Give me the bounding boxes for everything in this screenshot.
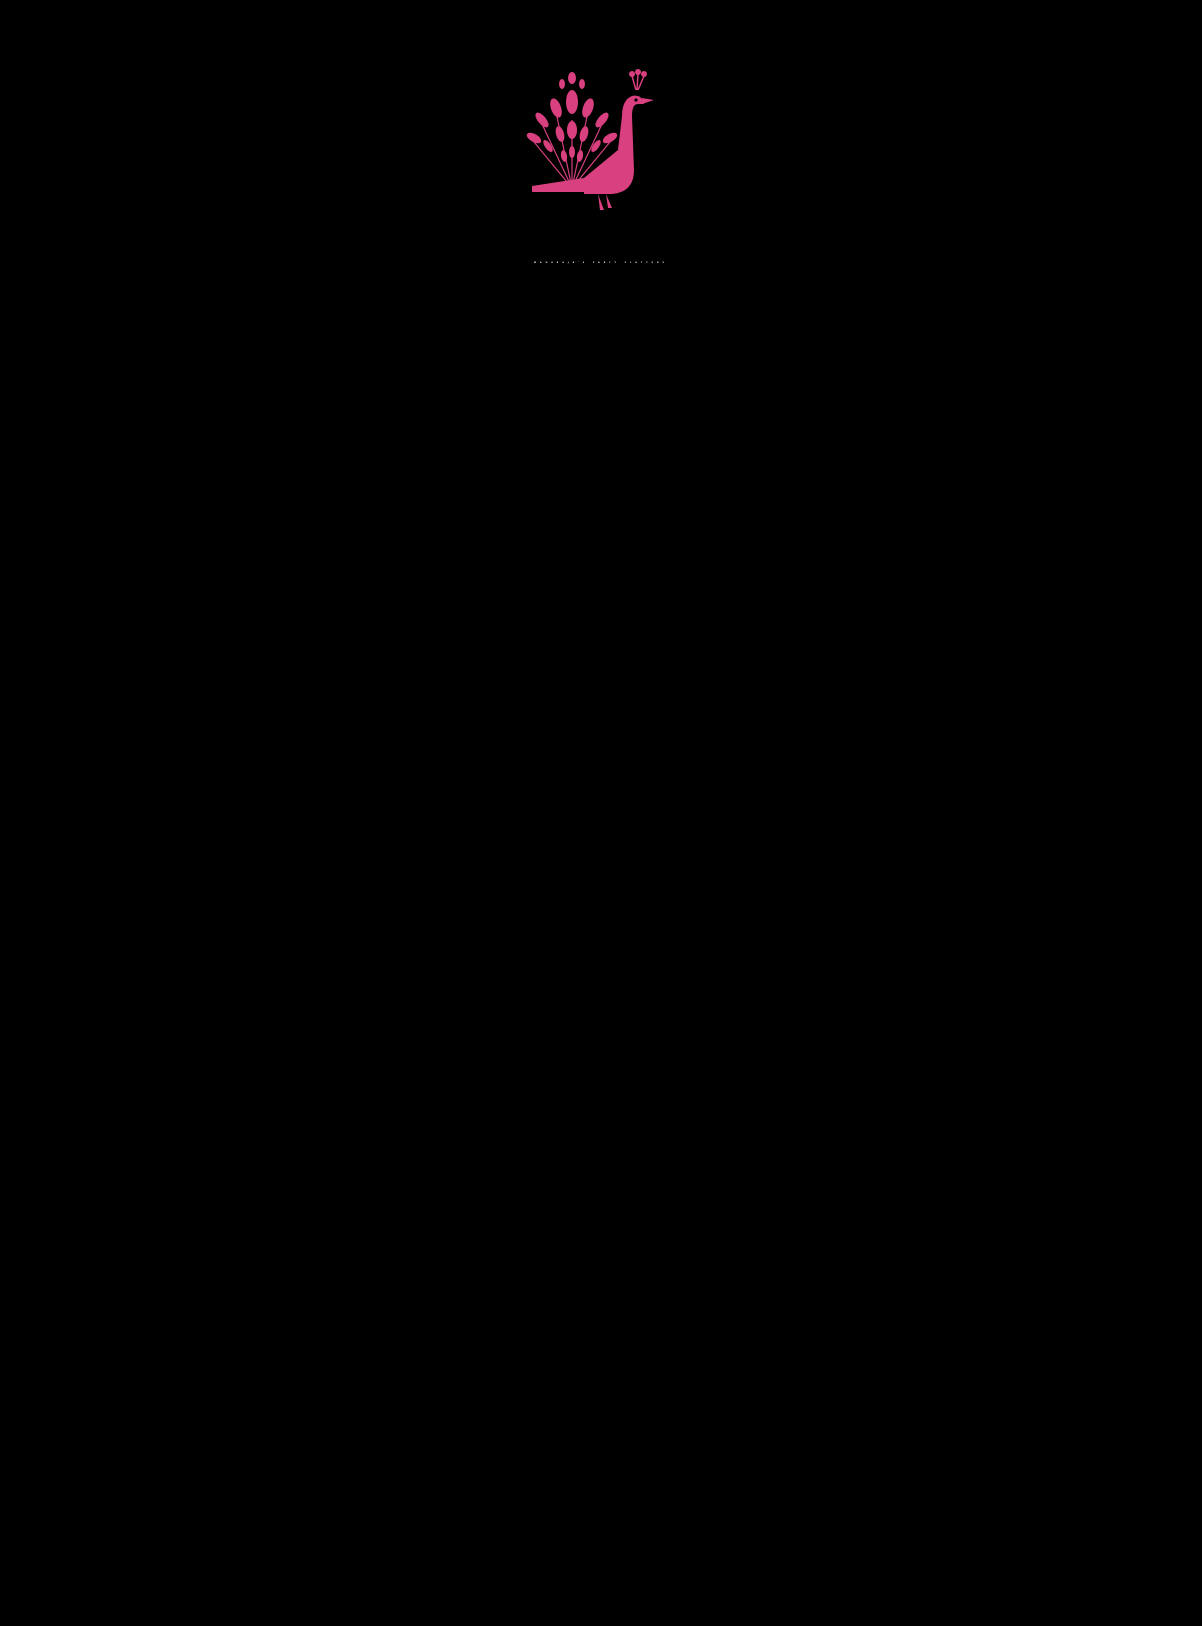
peacock-icon — [520, 60, 680, 220]
page-title: MAHARAJA’S PARTY PLATTERS — [534, 262, 668, 264]
